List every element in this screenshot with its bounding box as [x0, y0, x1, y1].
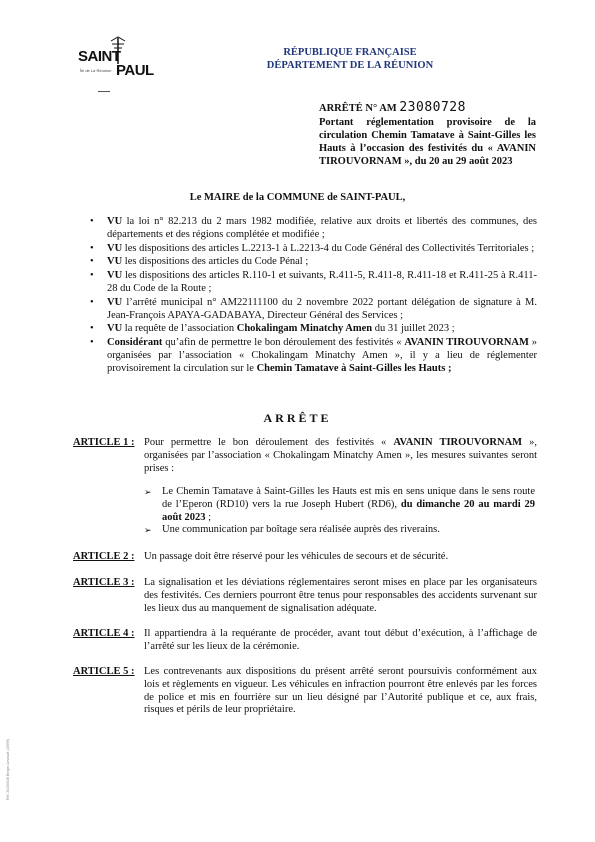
article-1-measures — [144, 486, 535, 537]
bullet-icon: • — [90, 216, 94, 227]
bullet-icon: • — [90, 256, 94, 268]
article-3-text: La signalisation et les déviations réglementaires seront mises en place par les organisateurs des festivités. Ces derniers pourront être tenus pour responsables des accidents survenant sur les lieux dus au manquement de signalisation adéquate. — [144, 577, 537, 614]
list-item — [88, 270, 537, 296]
measure-bold: du dimanche 20 au mardi 29 août 2023 — [162, 498, 535, 523]
article-1-text — [144, 437, 537, 475]
arrete-number — [319, 100, 466, 115]
list-item — [144, 486, 535, 524]
arrow-bullet-icon: ➢ — [144, 487, 152, 497]
bullet-icon: • — [90, 337, 94, 349]
article-1-pre: Pour permettre le bon déroulement des festivités « — [144, 437, 394, 448]
list-item — [88, 337, 537, 375]
bullet-icon: • — [90, 270, 94, 282]
vu-text: la requête de l’association — [122, 323, 237, 335]
vu-bold: AVANIN TIROUVORNAM — [404, 337, 529, 349]
measure-text: Le Chemin Tamatave à Saint-Gilles les Hauts est mis en sens unique dans le sens route de l’Eperon (RD10) vers la rue Joseph Hubert (RD6), — [162, 486, 535, 510]
vu-text: les dispositions des articles R.110-1 et suivants, R.411-5, R.411-8, R.411-18 et R.411-25 à R.411-28 du Code de la Route ; — [107, 270, 537, 294]
vu-lead: VU — [107, 323, 123, 335]
vu-text: les dispositions des articles du Code Pénal ; — [122, 256, 309, 268]
list-item — [88, 243, 537, 256]
vu-text: la loi n° 82.213 du 2 mars 1982 modifiée, relative aux droits et libertés des communes, des départements et des régions complétée et modifiée ; — [107, 216, 537, 240]
vu-tail-2: ; — [445, 362, 452, 374]
bullet-icon: • — [90, 242, 94, 254]
list-item — [144, 524, 535, 537]
republic-header — [250, 46, 450, 72]
measure-text: Une communication par boîtage sera réalisée auprès des riverains. — [162, 524, 440, 536]
list-item — [88, 256, 537, 269]
vu-bold: Chokalingam Minatchy Amen — [236, 323, 373, 335]
vu-lead: VU — [107, 256, 123, 268]
vu-text: qu’afin de permettre le bon déroulement des festivités « — [162, 337, 405, 349]
article-4-label: ARTICLE 4 : — [73, 628, 135, 639]
measure-post: ; — [205, 511, 212, 523]
article-5-text: Les contrevenants aux dispositions du présent arrêté seront poursuivis conformément aux lois et règlements en vigueur. Les véhicules en infraction pourront être enlevés par les forces de police et mis en fourrière sur un lieu désigné par l’Autorité publique et ce, aux frais, risques et périls de leur propriétaire. — [144, 666, 537, 716]
arrete-label: ARRÊTÉ N° AM — [319, 103, 397, 114]
article-1-post: », organisées par l’association « Chokalingam Minatchy Amen », les mesures suivantes seront prises : — [144, 437, 537, 474]
vu-bold-2: Chemin Tamatave à Saint-Gilles les Hauts — [256, 362, 446, 374]
vu-tail: » organisées par l’association « Chokalingam Minatchy Amen », il y a lieu de réglementer provisoirement la circulation sur le — [107, 337, 538, 374]
vu-lead: Considérant — [107, 337, 163, 349]
article-1-bold: AVANIN TIROUVORNAM — [393, 437, 523, 448]
bullet-icon: • — [90, 323, 94, 335]
article-2-text: Un passage doit être réservé pour les véhicules de secours et de sécurité. — [144, 551, 449, 562]
arrete-subject: Portant réglementation provisoire de la circulation Chemin Tamatave à Saint-Gilles les Hauts à l’occasion des festivités du « AVANIN TIROUVORNAM », du 20 au 29 août 2023 — [319, 117, 536, 167]
fold-mark — [98, 91, 110, 92]
vu-text: les dispositions des articles L.2213-1 à L.2213-4 du Code Général des Collectivités Territoriales ; — [122, 242, 535, 254]
logo-paul: PAUL — [116, 62, 154, 79]
arrow-bullet-icon: ➢ — [144, 525, 152, 536]
arrete-title: ARRÊTE — [263, 411, 332, 425]
vu-lead: VU — [107, 242, 123, 254]
article-5-label: ARTICLE 5 : — [73, 666, 135, 677]
vu-lead: VU — [107, 270, 123, 282]
list-item — [88, 323, 537, 336]
vu-tail: du 31 juillet 2023 ; — [372, 323, 455, 335]
list-item — [88, 297, 537, 323]
header-line-2: DÉPARTEMENT DE LA RÉUNION — [266, 60, 434, 71]
vu-lead: VU — [107, 216, 123, 227]
logo-tagline: Île de La Réunion — [80, 68, 112, 73]
arrete-handwritten-number: 23080728 — [399, 100, 466, 115]
header-line-1: RÉPUBLIQUE FRANÇAISE — [283, 47, 417, 58]
vu-text: l’arrêté municipal n° AM22111100 du 2 novembre 2022 portant délégation de signature à M. Jean-François APAYA-GADABAYA, Directeur Général des Services ; — [107, 296, 537, 321]
article-2-label: ARTICLE 2 : — [73, 551, 135, 562]
vu-list — [88, 216, 537, 377]
article-4-text: Il appartiendra à la requérante de procéder, avant tout début d’exécution, à l’affichage de l’arrêté sur les lieux de la cérémonie. — [144, 628, 537, 652]
list-item — [88, 216, 537, 242]
vu-lead: VU — [107, 296, 123, 308]
maire-heading: Le MAIRE de la COMMUNE de SAINT-PAUL, — [189, 192, 406, 203]
margin-reference: Réf. 20150628 Berger-Levrault (10699) — [6, 738, 10, 800]
logo-saint: SAINT — [78, 48, 121, 65]
bullet-icon: • — [90, 296, 94, 308]
article-1-label: ARTICLE 1 : — [73, 437, 135, 448]
article-3-label: ARTICLE 3 : — [73, 577, 135, 588]
city-logo — [78, 36, 170, 98]
